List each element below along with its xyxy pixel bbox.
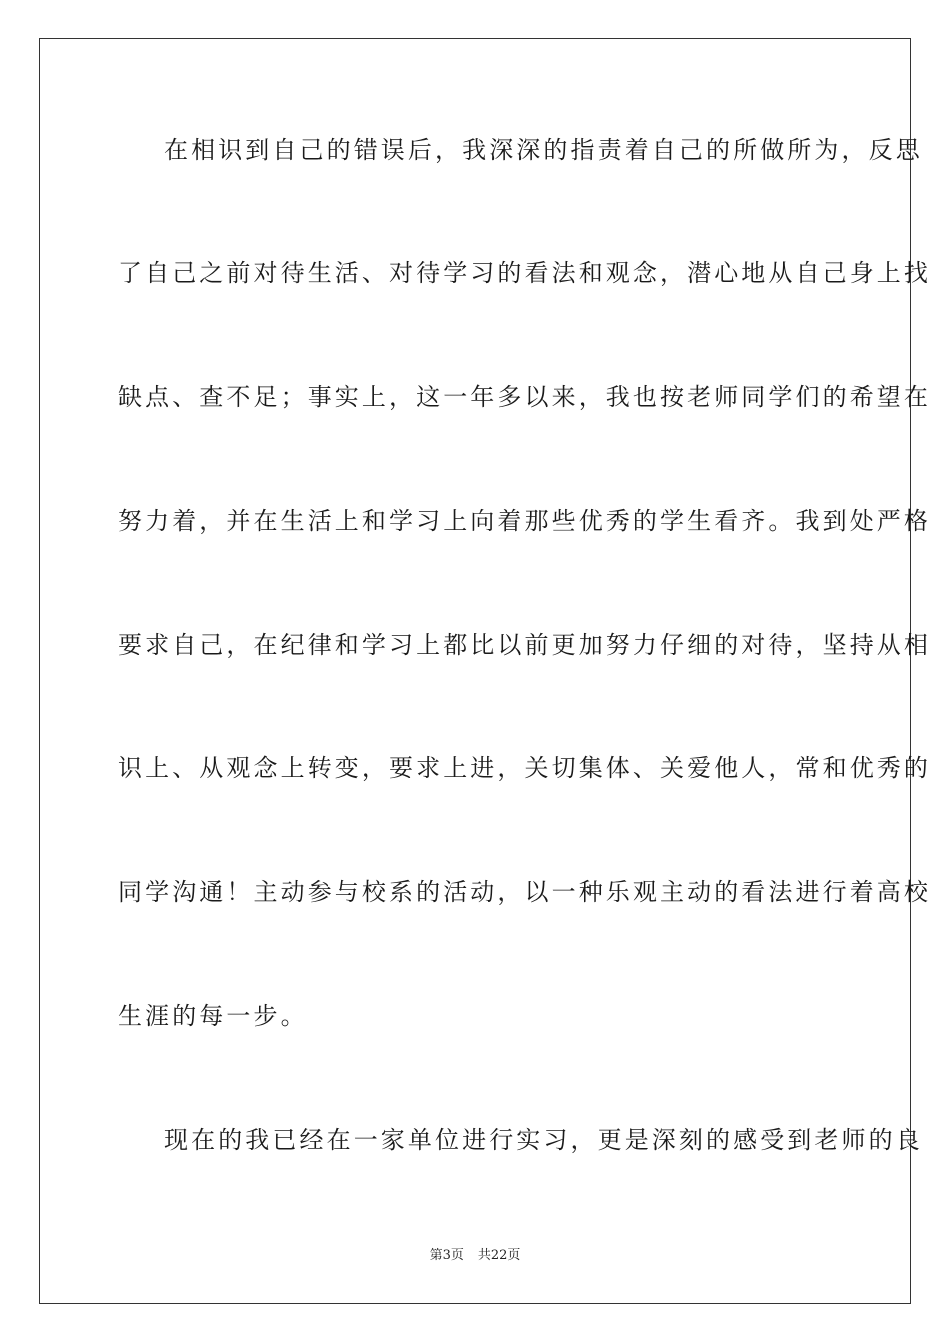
page-border [39,38,931,1304]
paragraph-line-9: 现在的我已经在一家单位进行实习，更是深刻的感受到老师的良 [164,1126,923,1154]
paragraph-line-2: 了自己之前对待生活、对待学习的看法和观念，潜心地从自己身上找 [118,259,931,287]
page-number: 第3页 [429,1248,464,1263]
paragraph-line-3: 缺点、查不足；事实上，这一年多以来，我也按老师同学们的希望在 [118,383,931,411]
paragraph-line-5: 要求自己，在纪律和学习上都比以前更加努力仔细的对待，坚持从相 [118,631,931,659]
page-total: 共22页 [477,1248,521,1263]
paragraph-line-7: 同学沟通！主动参与校系的活动，以一种乐观主动的看法进行着高校 [118,878,931,906]
paragraph-line-4: 努力着，并在生活上和学习上向着那些优秀的学生看齐。我到处严格 [118,507,931,535]
paragraph-line-6: 识上、从观念上转变，要求上进，关切集体、关爱他人，常和优秀的 [118,754,931,782]
paragraph-line-1: 在相识到自己的错误后，我深深的指责着自己的所做所为，反思 [164,136,923,164]
paragraph-line-8: 生涯的每一步。 [118,1002,308,1030]
page-footer [0,1247,950,1265]
